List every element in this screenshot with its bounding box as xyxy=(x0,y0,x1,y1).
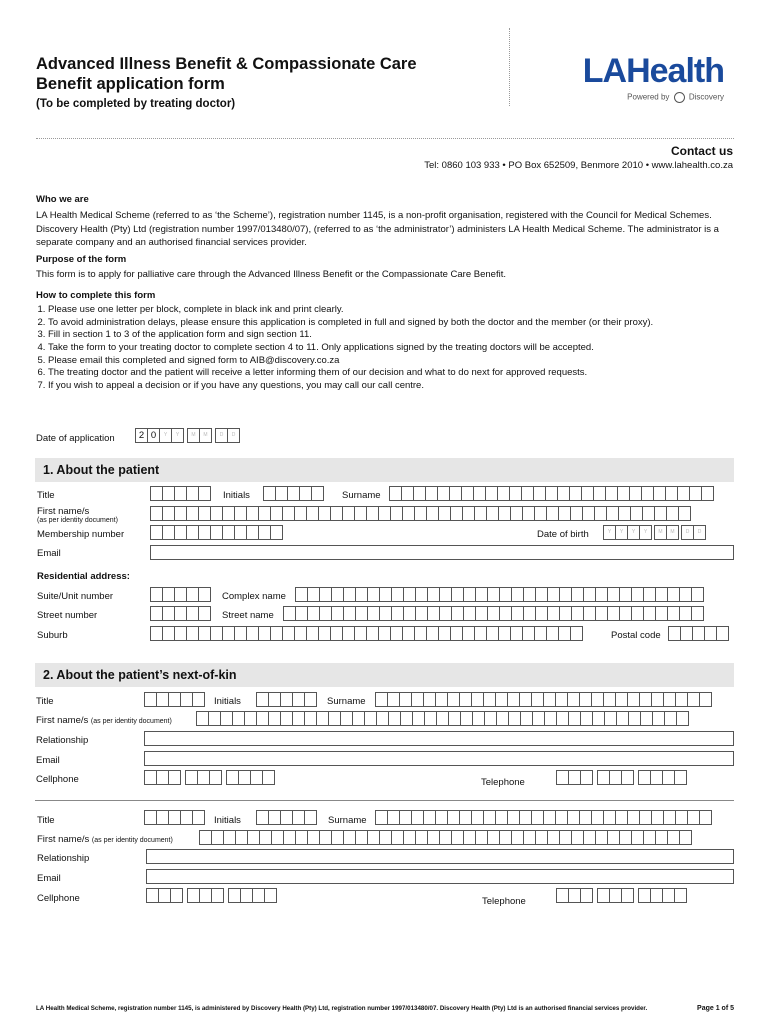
kin2-firstname-text: First name/s xyxy=(37,834,90,845)
kin2-relationship-field[interactable] xyxy=(146,849,734,864)
purpose-heading: Purpose of the form xyxy=(36,254,127,266)
input-cell[interactable] xyxy=(198,587,211,602)
residential-heading: Residential address: xyxy=(37,571,130,582)
kin2-title-field[interactable] xyxy=(144,810,204,825)
patient-email-label: Email xyxy=(37,548,61,559)
dob-cell[interactable]: D xyxy=(681,525,694,540)
membership-field[interactable] xyxy=(150,525,282,540)
contact-heading: Contact us xyxy=(670,144,733,158)
kin1-relationship-field[interactable] xyxy=(144,731,734,746)
input-cell[interactable] xyxy=(304,810,317,825)
date-of-application-field[interactable] xyxy=(135,428,239,443)
instruction-item: 5. Please email this completed and signed form to AIB@discovery.co.za xyxy=(48,355,736,368)
patient-firstname-label: First name/s xyxy=(37,506,90,517)
suite-field[interactable] xyxy=(150,587,210,602)
date-cell[interactable]: D xyxy=(227,428,240,443)
kin2-surname-field[interactable] xyxy=(375,810,711,825)
membership-label: Membership number xyxy=(37,529,125,540)
instruction-item: 1. Please use one letter per block, complete in black ink and print clearly. xyxy=(48,304,736,317)
input-cell[interactable] xyxy=(674,770,687,785)
input-cell[interactable] xyxy=(580,770,593,785)
dob-cell[interactable]: D xyxy=(693,525,706,540)
patient-title-field[interactable] xyxy=(150,486,210,501)
dob-cell[interactable]: Y xyxy=(603,525,616,540)
intro-section xyxy=(36,194,736,392)
contact-line: Tel: 0860 103 933 • PO Box 652509, Benmore 2010 • www.lahealth.co.za xyxy=(424,160,733,171)
complex-label: Complex name xyxy=(222,591,286,602)
instructions-list xyxy=(36,304,736,392)
input-cell[interactable] xyxy=(674,888,687,903)
input-cell[interactable] xyxy=(168,770,181,785)
kin2-cellphone-label: Cellphone xyxy=(37,893,80,904)
input-cell[interactable] xyxy=(701,486,714,501)
kin1-firstname-note: (as per identity document) xyxy=(90,718,172,725)
kin2-firstname-label xyxy=(37,834,173,845)
date-label: Date of application xyxy=(36,433,115,444)
kin1-title-label: Title xyxy=(36,696,54,707)
kin1-email-field[interactable] xyxy=(144,751,734,766)
complex-field[interactable] xyxy=(295,587,703,602)
instruction-item: 7. If you wish to appeal a decision or if you have any questions, you may call our call centre. xyxy=(48,380,736,393)
input-cell[interactable] xyxy=(580,888,593,903)
who-paragraph-2: Discovery Health (Pty) Ltd (registration number 1997/013480/07), (referred to as ‘the administrator’) administers LA Health Medical Scheme. The administrator is a separate company and an authorised financial services provider. xyxy=(36,224,719,248)
section-2-title: 2. About the patient’s next-of-kin xyxy=(43,668,237,682)
title-line-1: Advanced Illness Benefit & Compassionate Care xyxy=(36,55,417,73)
kin2-email-field[interactable] xyxy=(146,869,734,884)
street-name-label: Street name xyxy=(222,610,274,621)
logo-discovery: Discovery xyxy=(688,92,724,102)
dob-field[interactable] xyxy=(603,525,705,540)
horizontal-divider xyxy=(36,138,734,139)
date-cell[interactable]: M xyxy=(199,428,212,443)
street-number-field[interactable] xyxy=(150,606,210,621)
dob-cell[interactable]: Y xyxy=(615,525,628,540)
input-cell[interactable] xyxy=(679,830,692,845)
kin1-title-field[interactable] xyxy=(144,692,204,707)
input-cell[interactable] xyxy=(691,606,704,621)
kin2-cellphone-field[interactable] xyxy=(146,888,276,903)
input-cell[interactable] xyxy=(170,888,183,903)
instruction-item: 4. Take the form to your treating doctor to complete section 4 to 11. Only applications signed by the treating doctors will be accepted. xyxy=(48,342,736,355)
kin1-cellphone-field[interactable] xyxy=(144,770,274,785)
input-cell[interactable] xyxy=(678,506,691,521)
patient-email-field[interactable] xyxy=(150,545,734,560)
kin2-firstname-field[interactable] xyxy=(199,830,691,845)
input-cell[interactable] xyxy=(198,606,211,621)
section-2-header xyxy=(35,663,734,687)
postal-code-label: Postal code xyxy=(611,630,661,641)
kin1-firstname-text: First name/s xyxy=(36,715,89,726)
input-cell[interactable] xyxy=(211,888,224,903)
form-subtitle: (To be completed by treating doctor) xyxy=(36,98,236,110)
kin1-relationship-label: Relationship xyxy=(36,735,89,746)
input-cell[interactable] xyxy=(304,692,317,707)
patient-firstname-note: (as per identity document) xyxy=(37,517,118,524)
input-cell[interactable] xyxy=(311,486,324,501)
kin2-initials-label: Initials xyxy=(214,815,241,826)
date-cell: 2 xyxy=(135,428,148,443)
kin2-initials-field[interactable] xyxy=(256,810,316,825)
dob-cell[interactable]: M xyxy=(654,525,667,540)
patient-initials-label: Initials xyxy=(223,490,250,501)
kin2-telephone-field[interactable] xyxy=(556,888,686,903)
input-cell[interactable] xyxy=(621,770,634,785)
date-cell[interactable]: D xyxy=(215,428,228,443)
input-cell[interactable] xyxy=(621,888,634,903)
patient-firstname-field[interactable] xyxy=(150,506,690,521)
date-cell: 0 xyxy=(147,428,160,443)
input-cell[interactable] xyxy=(192,692,205,707)
kin1-surname-label: Surname xyxy=(327,696,366,707)
patient-surname-field[interactable] xyxy=(389,486,713,501)
kin1-cellphone-label: Cellphone xyxy=(36,774,79,785)
title-line-2: Benefit application form xyxy=(36,75,225,93)
suburb-label: Suburb xyxy=(37,630,68,641)
page-number: Page 1 of 5 xyxy=(697,1005,734,1012)
input-cell[interactable] xyxy=(691,587,704,602)
purpose-text: This form is to apply for palliative care through the Advanced Illness Benefit or the Compassionate Care Benefit. xyxy=(36,268,506,280)
street-number-label: Street number xyxy=(37,610,98,621)
who-paragraph-1: LA Health Medical Scheme (referred to as ‘the Scheme’), registration number 1145, is a non-profit organisation, registered with the Council for Medical Schemes. xyxy=(36,209,712,221)
instruction-item: 3. Fill in section 1 to 3 of the application form and sign section 11. xyxy=(48,329,736,342)
date-cell[interactable]: Y xyxy=(159,428,172,443)
section-1-header xyxy=(35,458,734,482)
how-heading: How to complete this form xyxy=(36,289,156,301)
date-cell[interactable]: Y xyxy=(171,428,184,443)
kin2-title-label: Title xyxy=(37,815,55,826)
instruction-item: 6. The treating doctor and the patient will receive a letter informing them of our decision and what to do next for approved requests. xyxy=(48,367,736,380)
input-cell[interactable] xyxy=(264,888,277,903)
kin1-surname-field[interactable] xyxy=(375,692,711,707)
input-cell[interactable] xyxy=(209,770,222,785)
kin1-firstname-field[interactable] xyxy=(196,711,688,726)
date-cell[interactable]: M xyxy=(187,428,200,443)
patient-initials-field[interactable] xyxy=(263,486,323,501)
kin1-telephone-label: Telephone xyxy=(481,777,525,788)
kin2-relationship-label: Relationship xyxy=(37,853,90,864)
patient-title-label: Title xyxy=(37,490,55,501)
input-cell[interactable] xyxy=(570,626,583,641)
input-cell[interactable] xyxy=(716,626,729,641)
footer-text: LA Health Medical Scheme, registration number 1145, is administered by Discovery Health (Pty) Ltd, registration number 1997/013480/07. Discovery Health (Pty) Ltd is an authorised financial services provider. xyxy=(36,1005,648,1012)
logo-wordmark: LAHealth xyxy=(582,52,724,90)
dob-cell[interactable]: Y xyxy=(627,525,640,540)
discovery-icon xyxy=(674,92,685,103)
dob-cell[interactable]: Y xyxy=(639,525,652,540)
input-cell[interactable] xyxy=(262,770,275,785)
section-1-title: 1. About the patient xyxy=(43,463,160,477)
input-cell[interactable] xyxy=(192,810,205,825)
form-title xyxy=(36,54,476,94)
kin2-firstname-note: (as per identity document) xyxy=(91,837,173,844)
instruction-item: 2. To avoid administration delays, please ensure this application is completed in full and signed by both the doctor and the member (or their proxy). xyxy=(48,317,736,330)
kin1-initials-label: Initials xyxy=(214,696,241,707)
kin1-telephone-field[interactable] xyxy=(556,770,686,785)
kin2-email-label: Email xyxy=(37,873,61,884)
logo-powered-by: Powered by xyxy=(627,92,670,102)
street-name-field[interactable] xyxy=(283,606,703,621)
kin2-telephone-label: Telephone xyxy=(482,896,526,907)
kin1-firstname-label xyxy=(36,715,172,726)
input-cell[interactable] xyxy=(198,486,211,501)
suburb-field[interactable] xyxy=(150,626,582,641)
dob-cell[interactable]: M xyxy=(666,525,679,540)
postal-code-field[interactable] xyxy=(668,626,728,641)
vertical-divider xyxy=(509,28,510,106)
patient-surname-label: Surname xyxy=(342,490,381,501)
kin-divider xyxy=(35,800,734,801)
input-cell[interactable] xyxy=(676,711,689,726)
la-health-logo xyxy=(552,52,724,108)
input-cell[interactable] xyxy=(699,692,712,707)
kin2-surname-label: Surname xyxy=(328,815,367,826)
who-heading: Who we are xyxy=(36,194,89,205)
input-cell[interactable] xyxy=(699,810,712,825)
dob-label: Date of birth xyxy=(537,529,589,540)
input-cell[interactable] xyxy=(270,525,283,540)
kin1-email-label: Email xyxy=(36,755,60,766)
kin1-initials-field[interactable] xyxy=(256,692,316,707)
suite-label: Suite/Unit number xyxy=(37,591,114,602)
